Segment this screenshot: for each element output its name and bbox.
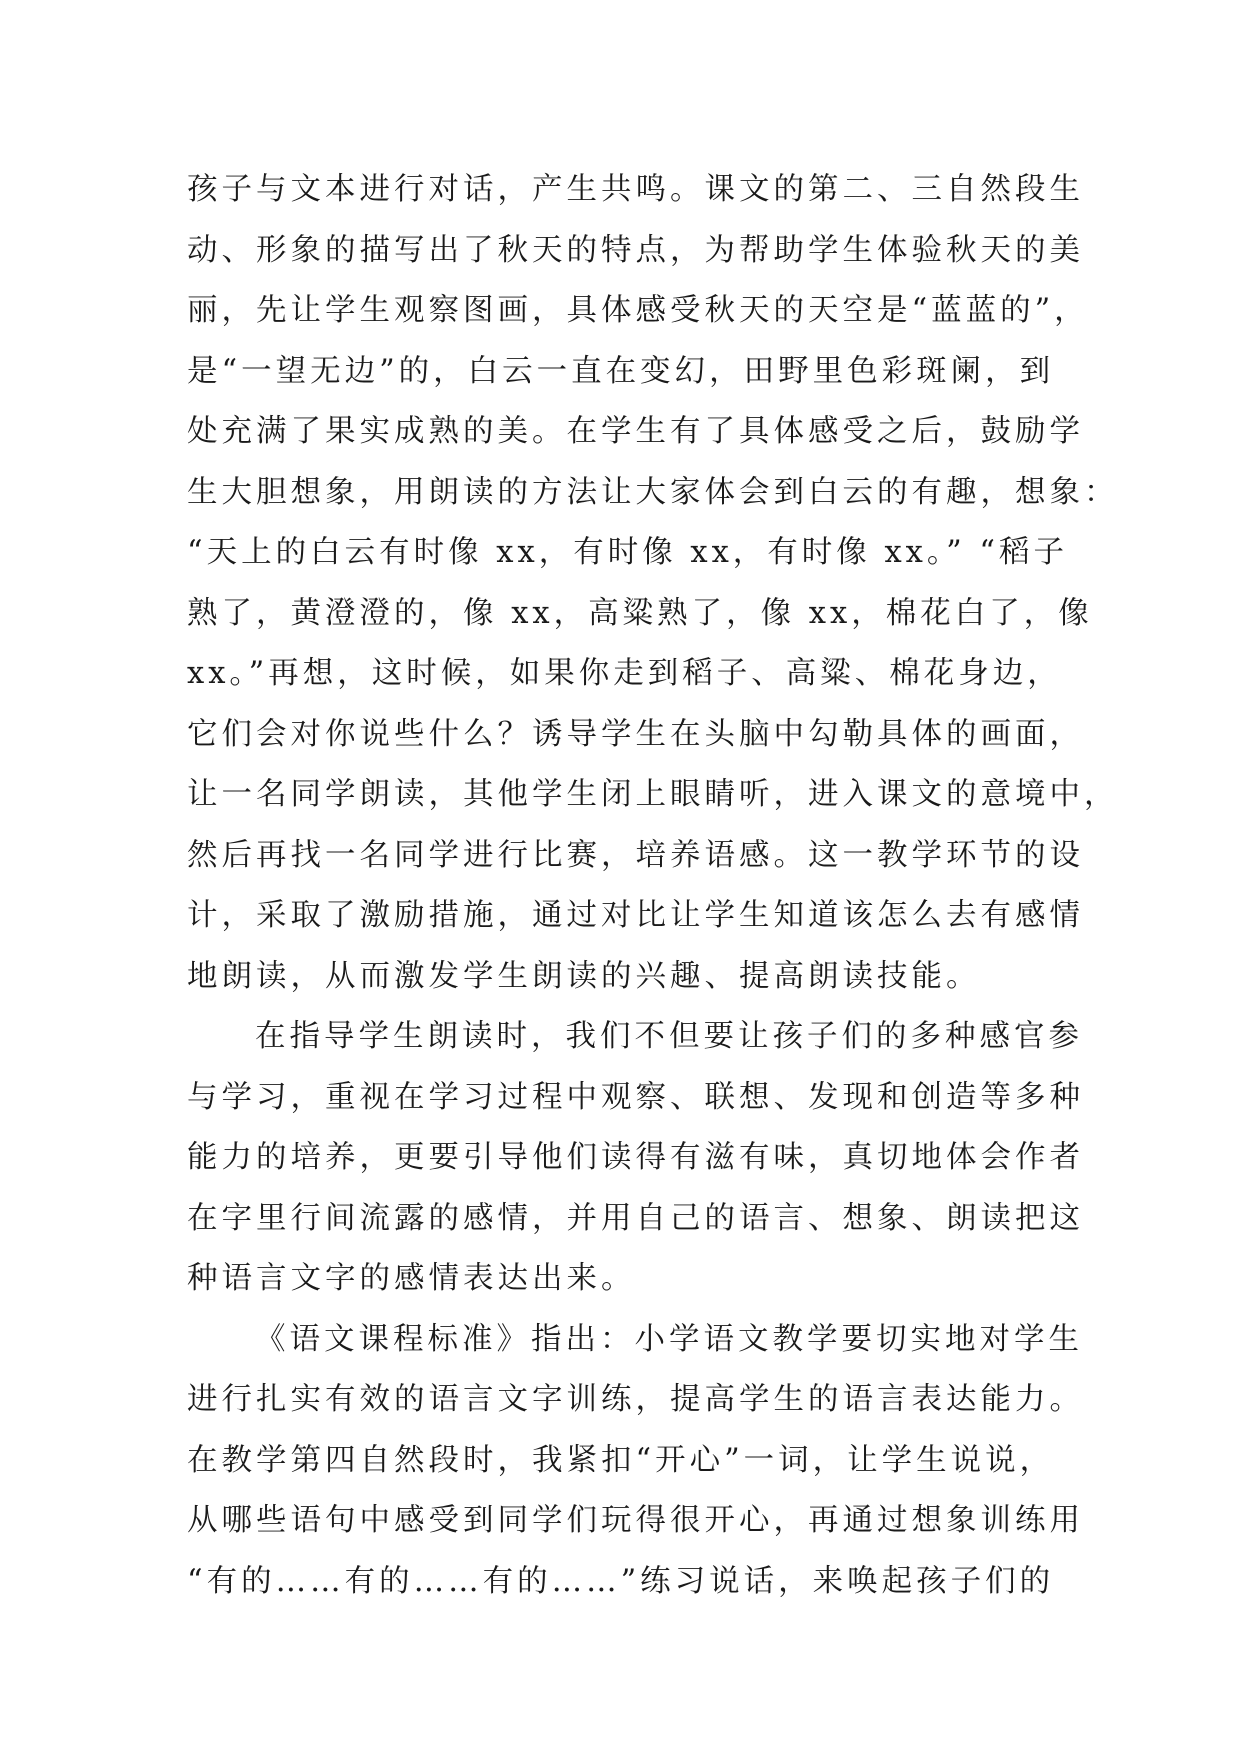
text-line: “天上的白云有时像 xx，有时像 xx，有时像 xx。” “稻子 bbox=[187, 535, 1069, 570]
paragraph-start-line: 在指导学生朗读时，我们不但要让孩子们的多种感官参 bbox=[255, 1019, 1083, 1054]
text-line: 处充满了果实成熟的美。在学生有了具体感受之后，鼓励学 bbox=[187, 414, 1084, 449]
text-line: 丽，先让学生观察图画，具体感受秋天的天空是“蓝蓝的”， bbox=[187, 293, 1089, 328]
text-line: 让一名同学朗读，其他学生闭上眼睛听，进入课文的意境中， bbox=[187, 777, 1119, 812]
text-line: 计，采取了激励措施，通过对比让学生知道该怎么去有感情 bbox=[187, 898, 1084, 933]
text-line: 进行扎实有效的语言文字训练，提高学生的语言表达能力。 bbox=[187, 1382, 1084, 1417]
text-line: 孩子与文本进行对话，产生共鸣。课文的第二、三自然段生 bbox=[187, 172, 1084, 207]
text-line: 与学习，重视在学习过程中观察、联想、发现和创造等多种 bbox=[187, 1079, 1084, 1115]
text-line: 生大胆想象，用朗读的方法让大家体会到白云的有趣，想象： bbox=[187, 474, 1119, 510]
text-line: 能力的培养，更要引导他们读得有滋有味，真切地体会作者 bbox=[187, 1140, 1084, 1175]
text-line: xx。”再想，这时候，如果你走到稻子、高粱、棉花身边， bbox=[187, 656, 1062, 691]
text-line: 然后再找一名同学进行比赛，培养语感。这一教学环节的设 bbox=[187, 837, 1084, 873]
text-line: 是“一望无边”的，白云一直在变幻，田野里色彩斑阑，到 bbox=[187, 353, 1055, 389]
text-line: 它们会对你说些什么？诱导学生在头脑中勾勒具体的画面， bbox=[187, 716, 1084, 752]
text-line: 种语言文字的感情表达出来。 bbox=[187, 1261, 636, 1296]
text-line: “有的……有的……有的……”练习说话，来唤起孩子们的 bbox=[187, 1563, 1055, 1599]
text-line: 地朗读，从而激发学生朗读的兴趣、提高朗读技能。 bbox=[187, 958, 981, 994]
text-line: 在教学第四自然段时，我紧扣“开心”一词，让学生说说， bbox=[187, 1442, 1055, 1478]
text-line: 熟了，黄澄澄的，像 xx，高粱熟了，像 xx，棉花白了，像 bbox=[187, 595, 1093, 631]
text-line: 动、形象的描写出了秋天的特点，为帮助学生体验秋天的美 bbox=[187, 232, 1084, 268]
body-text bbox=[187, 160, 1119, 1612]
text-line: 在字里行间流露的感情，并用自己的语言、想象、朗读把这 bbox=[187, 1200, 1084, 1236]
text-line: 从哪些语句中感受到同学们玩得很开心，再通过想象训练用 bbox=[187, 1503, 1084, 1538]
paragraph-start-line: 《语文课程标准》指出：小学语文教学要切实地对学生 bbox=[255, 1321, 1083, 1357]
